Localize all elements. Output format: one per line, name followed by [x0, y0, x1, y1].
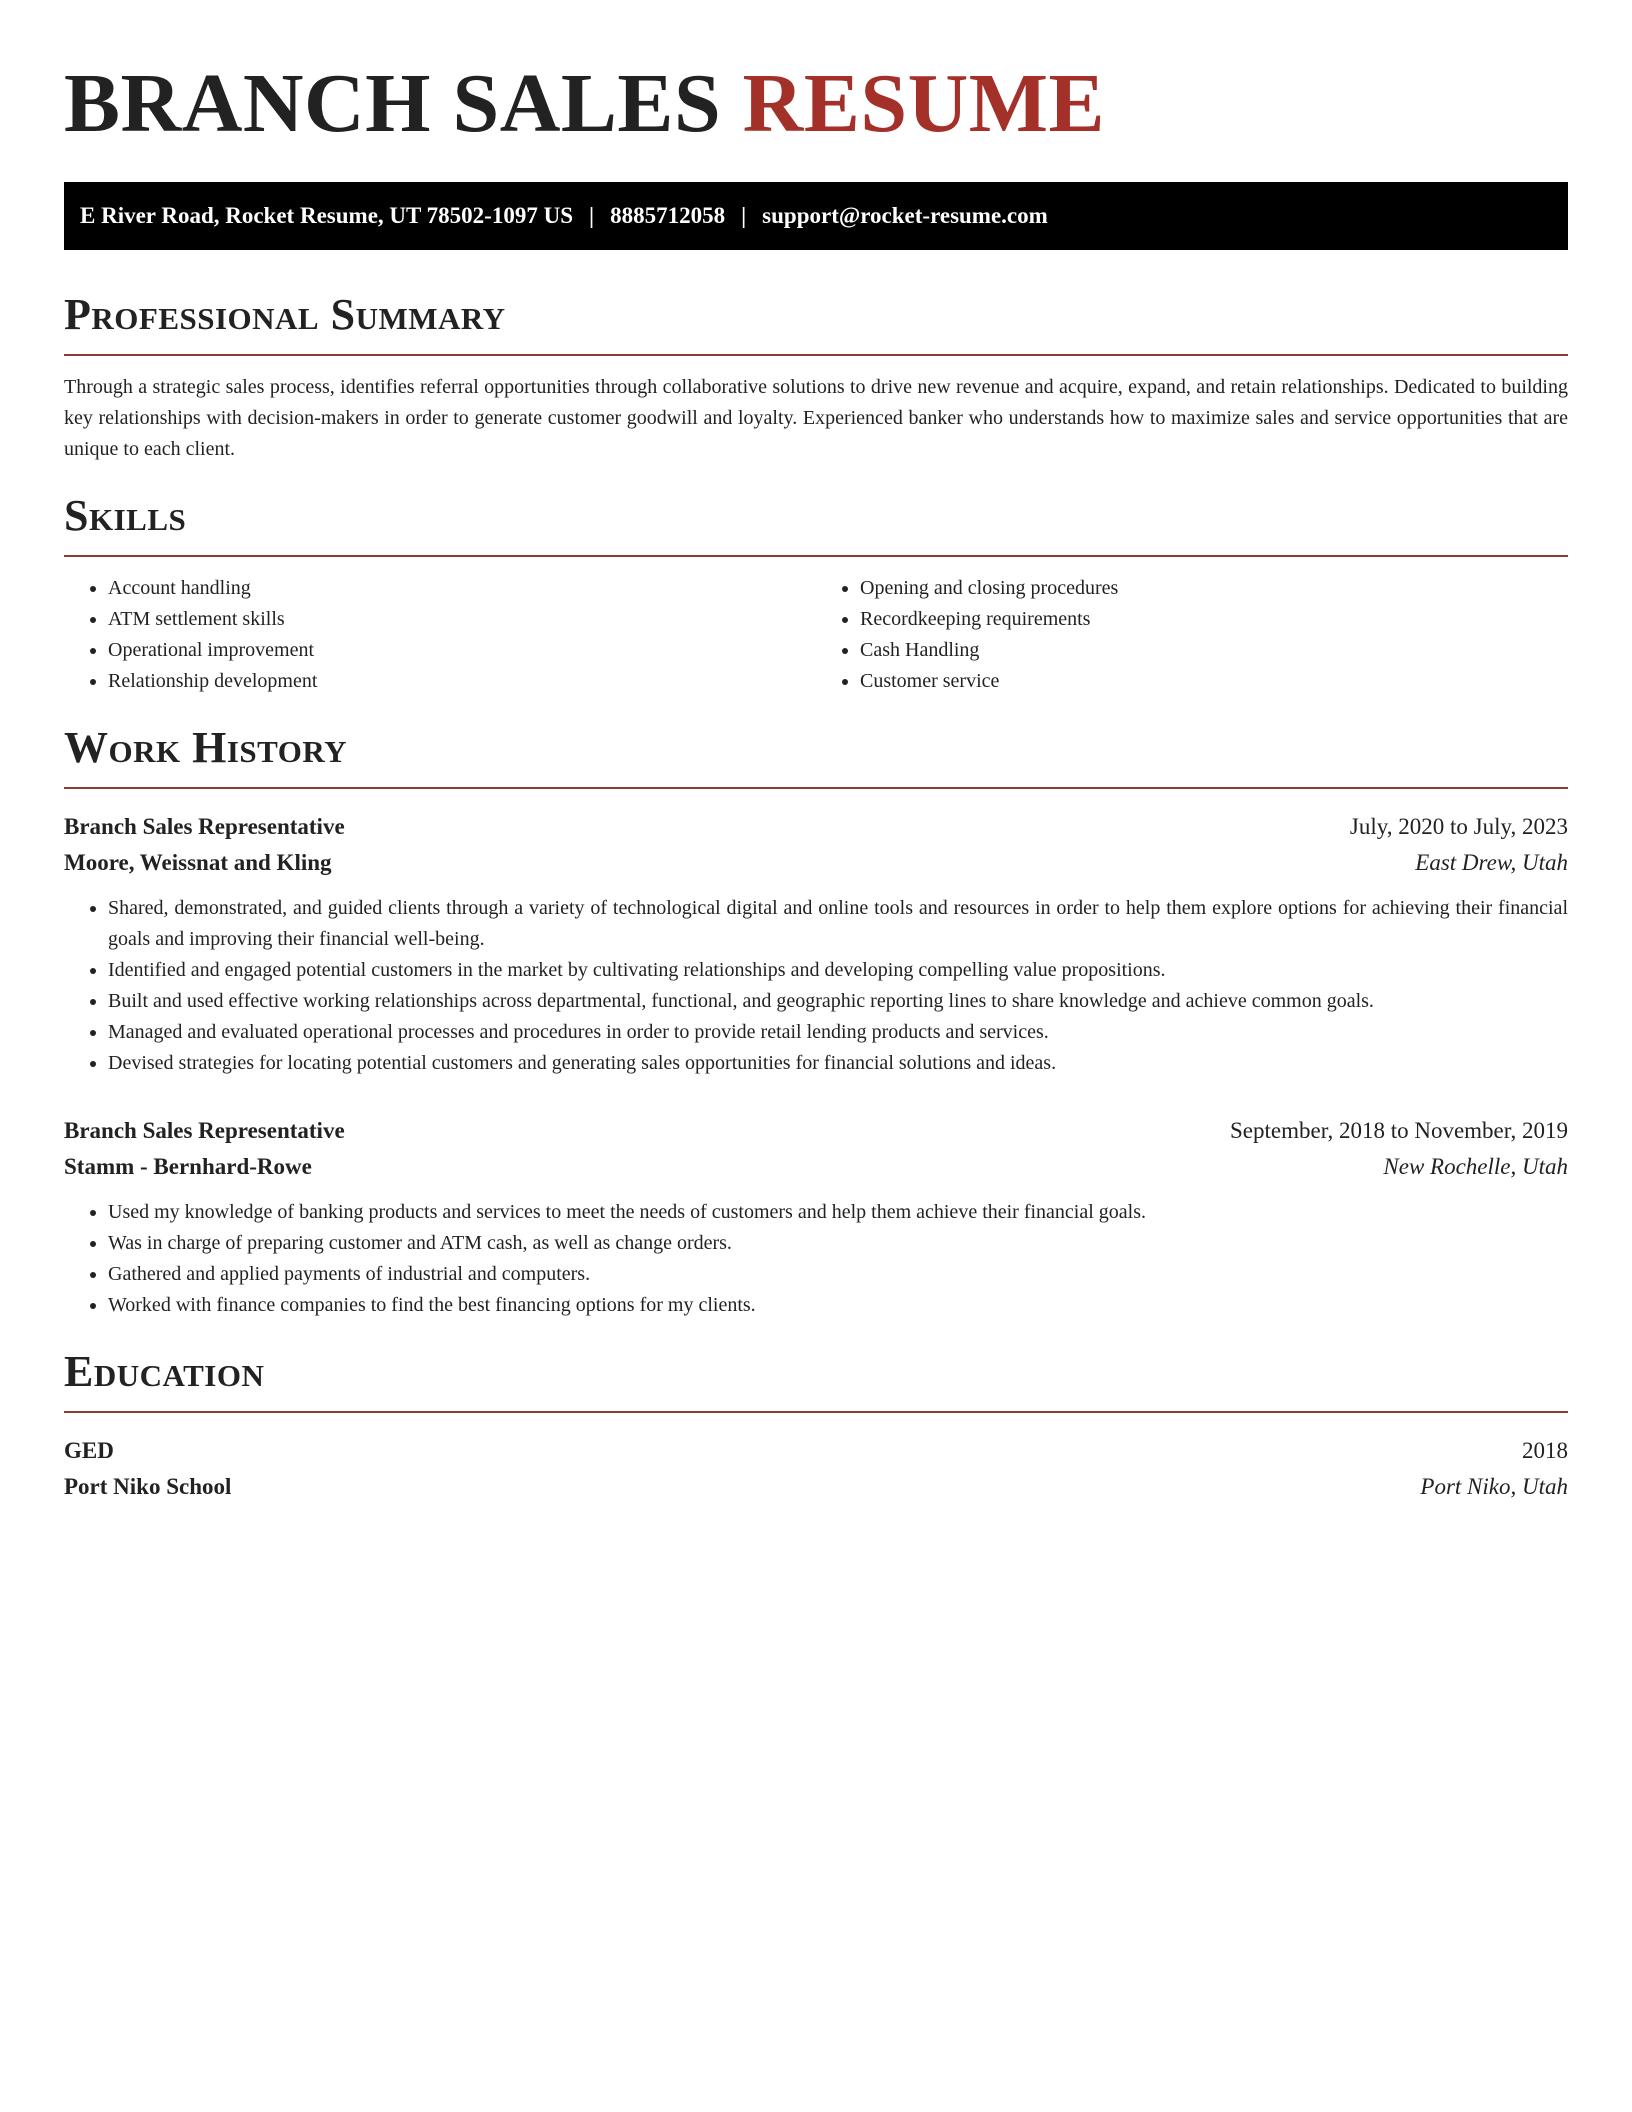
summary-heading: Professional Summary [64, 290, 1568, 356]
job-bullet: • Worked with finance companies to find the best financing options for my clients. [108, 1290, 1568, 1321]
job-bullet: • Shared, demonstrated, and guided clients through a variety of technological digital and online tools and resources in order to help them explore options for achieving their financial goals and improving their financial well-being. [108, 893, 1568, 955]
job-entry [64, 1113, 1568, 1321]
job-title: Branch Sales Representative [64, 814, 345, 839]
job-bullet: • Managed and evaluated operational processes and procedures in order to provide retail lending products and services. [108, 1017, 1568, 1048]
skill-item: • Recordkeeping requirements [860, 604, 1568, 635]
skills-section [64, 491, 1568, 697]
job-bullet: • Devised strategies for locating potential customers and generating sales opportunities for financial solutions and ideas. [108, 1048, 1568, 1079]
job-bullets [64, 1197, 1568, 1321]
contact-separator: | [589, 203, 595, 228]
skill-item: • ATM settlement skills [108, 604, 816, 635]
job-bullets [64, 893, 1568, 1079]
skills-column-right [816, 573, 1568, 697]
job-company: Moore, Weissnat and Kling [64, 850, 332, 875]
job-header-row [64, 809, 1568, 845]
job-company-row [64, 1149, 1568, 1185]
job-entry [64, 809, 1568, 1079]
education-degree: GED [64, 1438, 114, 1463]
education-school-row [64, 1469, 1568, 1505]
education-school: Port Niko School [64, 1474, 232, 1499]
job-location: East Drew, Utah [1415, 850, 1568, 875]
job-bullet: • Was in charge of preparing customer and ATM cash, as well as change orders. [108, 1228, 1568, 1259]
job-header-row [64, 1113, 1568, 1149]
skill-item: • Account handling [108, 573, 816, 604]
job-bullet: • Built and used effective working relationships across departmental, functional, and geographic reporting lines to share knowledge and achieve common goals. [108, 986, 1568, 1017]
job-company: Stamm - Bernhard-Rowe [64, 1154, 312, 1179]
work-history-heading: Work History [64, 723, 1568, 789]
skill-item: • Opening and closing procedures [860, 573, 1568, 604]
education-heading: Education [64, 1347, 1568, 1413]
contact-address: E River Road, Rocket Resume, UT 78502-1097 US [80, 203, 573, 228]
contact-separator: | [741, 203, 747, 228]
job-company-row [64, 845, 1568, 881]
skill-item: • Relationship development [108, 666, 816, 697]
education-location: Port Niko, Utah [1420, 1474, 1568, 1499]
skill-item: • Operational improvement [108, 635, 816, 666]
work-history-section [64, 723, 1568, 1321]
education-degree-row [64, 1433, 1568, 1469]
contact-phone: 8885712058 [610, 203, 726, 228]
education-section [64, 1347, 1568, 1505]
job-location: New Rochelle, Utah [1383, 1154, 1568, 1179]
job-dates: September, 2018 to November, 2019 [1230, 1118, 1568, 1143]
job-title: Branch Sales Representative [64, 1118, 345, 1143]
job-bullet: • Used my knowledge of banking products and services to meet the needs of customers and help them achieve their financial goals. [108, 1197, 1568, 1228]
summary-text: Through a strategic sales process, identifies referral opportunities through collaborative solutions to drive new revenue and acquire, expand, and retain relationships. Dedicated to building key relationships with decision-makers in order to generate customer goodwill and loyalty. Experienced banker who understands how to maximize sales and service opportunities that are unique to each client. [64, 376, 1568, 460]
page-title [64, 54, 1568, 154]
title-main: BRANCH SALES [64, 57, 722, 150]
skills-list [64, 573, 1568, 697]
education-year: 2018 [1522, 1438, 1568, 1463]
contact-email: support@rocket-resume.com [762, 203, 1048, 228]
skill-item: • Cash Handling [860, 635, 1568, 666]
skills-column-left [64, 573, 816, 697]
job-dates: July, 2020 to July, 2023 [1349, 814, 1568, 839]
skills-heading: Skills [64, 491, 1568, 557]
summary-section [64, 290, 1568, 465]
contact-bar [64, 182, 1568, 250]
job-bullet: • Gathered and applied payments of industrial and computers. [108, 1259, 1568, 1290]
education-entry [64, 1433, 1568, 1505]
job-bullet: • Identified and engaged potential customers in the market by cultivating relationships and developing compelling value propositions. [108, 955, 1568, 986]
title-accent: RESUME [742, 57, 1106, 150]
skill-item: • Customer service [860, 666, 1568, 697]
